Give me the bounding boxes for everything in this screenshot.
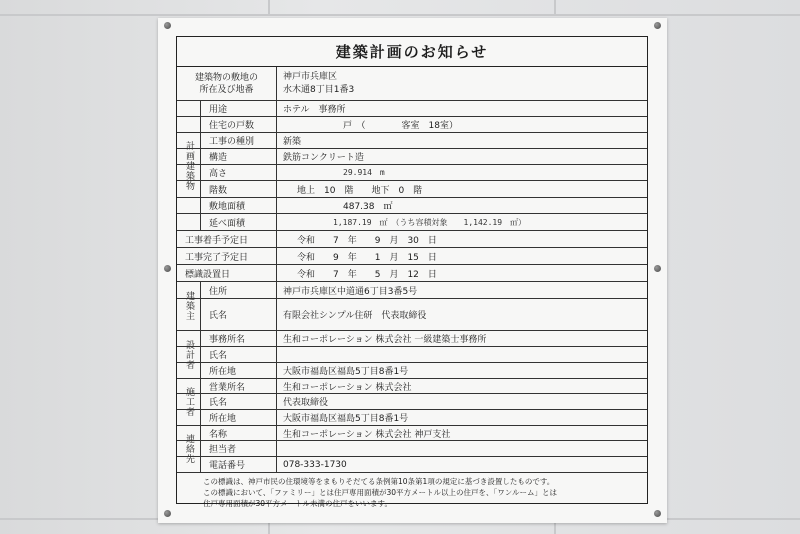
building-row-structure <box>177 149 647 165</box>
designer-row-location <box>177 363 647 379</box>
contractor-group-label: 施工者 <box>177 379 201 426</box>
field-value: 大阪市福島区福島5丁目8番1号 <box>283 367 409 377</box>
field-label: 延べ面積 <box>201 214 277 230</box>
notice-title: 建築計画のお知らせ <box>177 37 647 67</box>
field-value: ホテル 事務所 <box>283 105 346 115</box>
field-label: 事務所名 <box>201 331 277 346</box>
owner-group-label: 建築主 <box>177 282 201 331</box>
field-value: 29.914 m <box>343 168 385 177</box>
field-value: 鉄筋コンクリート造 <box>283 153 364 163</box>
field-label: 営業所名 <box>201 379 277 393</box>
field-value <box>277 441 283 456</box>
field-value: 代表取締役 <box>283 398 329 408</box>
contractor-row-office <box>177 379 647 394</box>
field-label: 工事完了予定日 <box>177 248 277 264</box>
building-row-use <box>177 101 647 117</box>
building-row-work-type <box>177 133 647 149</box>
screw-icon <box>654 265 661 272</box>
field-label: 名称 <box>201 426 277 440</box>
wall-seam-top <box>0 14 800 16</box>
field-label: 工事の種別 <box>201 133 277 148</box>
screw-icon <box>654 510 661 517</box>
building-row-units <box>177 117 647 133</box>
field-label: 高さ <box>201 165 277 180</box>
site-row <box>177 67 647 101</box>
field-value: 新築 <box>283 137 302 147</box>
field-value: 487.38 ㎡ <box>343 202 393 212</box>
building-row-height <box>177 165 647 181</box>
field-label: 所在地 <box>201 363 277 378</box>
field-label: 氏名 <box>201 347 277 362</box>
building-row-site-area <box>177 198 647 214</box>
notice-footnotes <box>177 473 647 508</box>
field-label: 住所 <box>201 282 277 298</box>
contact-group-label: 連絡先 <box>177 426 201 473</box>
field-label: 階数 <box>201 181 277 197</box>
footnote: この標識において、「ファミリー」とは住戸専用面積が30平方メートル以上の住戸を、「ワンルーム」とは <box>203 488 558 497</box>
screw-icon <box>164 265 171 272</box>
field-label: 標識設置日 <box>177 265 277 281</box>
site-label: 建築物の敷地の 所在及び地番 <box>177 67 277 100</box>
contractor-row-name <box>177 394 647 410</box>
wall-seam <box>268 0 270 16</box>
owner-row-address <box>177 282 647 299</box>
field-label: 敷地面積 <box>201 198 277 213</box>
field-value: 令和 7 年 9 月 30 日 <box>297 235 437 246</box>
field-value: 地上 10 階 地下 0 階 <box>297 185 423 196</box>
footnote: この標識は、神戸市民の住環境等をまもりそだてる条例第10条第1項の規定に基づき設置したものです。 <box>203 477 555 486</box>
field-value: 令和 7 年 5 月 12 日 <box>297 269 437 280</box>
field-value: 大阪市福島区福島5丁目8番1号 <box>283 414 409 424</box>
field-label: 氏名 <box>201 299 277 330</box>
field-label: 住宅の戸数 <box>201 117 277 132</box>
field-label: 構造 <box>201 149 277 164</box>
field-label: 用途 <box>201 101 277 116</box>
designer-group-label: 設計者 <box>177 331 201 379</box>
field-value: 078-333-1730 <box>283 459 347 470</box>
designer-row-name <box>177 347 647 363</box>
screw-icon <box>164 510 171 517</box>
field-value: 生和コーポレーション 株式会社 一級建築士事務所 <box>283 335 487 345</box>
field-value: 有限会社シンプル住研 代表取締役 <box>283 311 427 321</box>
building-group-label: 計画建築物 <box>177 101 201 231</box>
field-label: 担当者 <box>201 441 277 456</box>
wall-seam <box>554 0 556 16</box>
field-label: 氏名 <box>201 394 277 409</box>
contact-row-company <box>177 426 647 441</box>
screw-icon <box>654 22 661 29</box>
field-value: 1,187.19 ㎡ （うち容積対象 1,142.19 ㎡） <box>333 217 527 227</box>
field-value <box>277 347 283 362</box>
site-value: 神戸市兵庫区 水木通8丁目1番3 <box>283 71 355 95</box>
schedule-row-sign-date <box>177 265 647 282</box>
field-value: 生和コーポレーション 株式会社 神戸支社 <box>283 429 451 440</box>
contact-row-phone <box>177 457 647 473</box>
field-value: 生和コーポレーション 株式会社 <box>283 382 412 393</box>
field-value: 令和 9 年 1 月 15 日 <box>297 252 437 263</box>
footnote: 住戸専用面積が30平方メートル未満の住戸をいいます。 <box>203 499 392 508</box>
building-row-floors <box>177 181 647 198</box>
contractor-row-location <box>177 410 647 426</box>
contact-row-person <box>177 441 647 457</box>
designer-row-office <box>177 331 647 347</box>
field-value: 戸 （ 客室 18室） <box>343 121 458 131</box>
field-label: 工事着手予定日 <box>177 231 277 247</box>
notice-board <box>158 18 667 523</box>
screw-icon <box>164 22 171 29</box>
field-label: 電話番号 <box>201 457 277 472</box>
notice-table <box>176 36 648 508</box>
field-label: 所在地 <box>201 410 277 425</box>
field-value: 神戸市兵庫区中道通6丁目3番5号 <box>283 286 418 297</box>
schedule-row-start <box>177 231 647 248</box>
schedule-row-finish <box>177 248 647 265</box>
owner-row-name <box>177 299 647 331</box>
building-row-floor-area <box>177 214 647 231</box>
